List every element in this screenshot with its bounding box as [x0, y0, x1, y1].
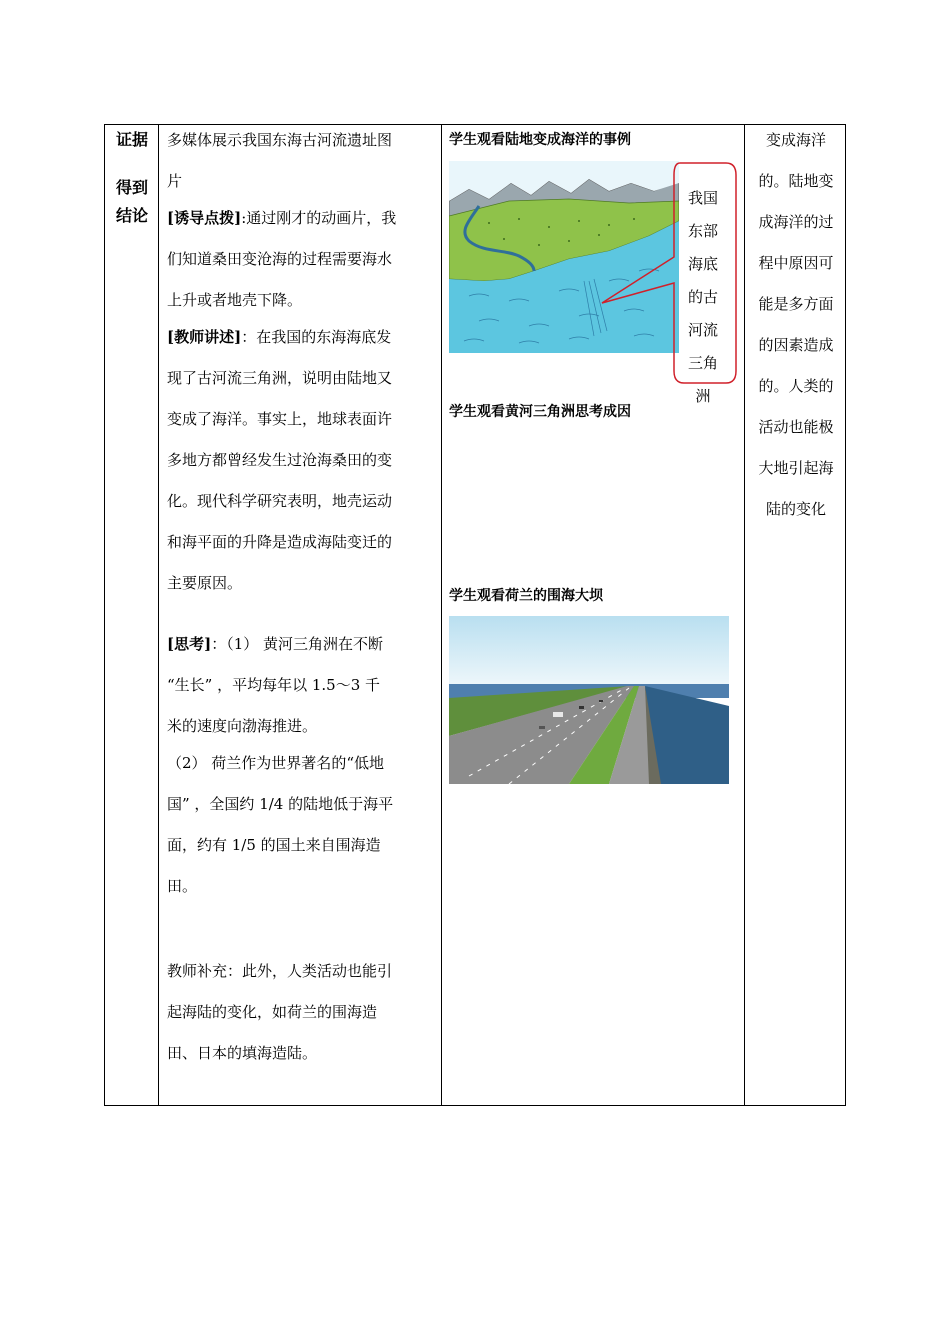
text-line: 能是多方面: [758, 295, 834, 313]
text-line: 面，约有 1/5 的国土来自围海造: [167, 836, 381, 854]
heading-land-to-sea: 学生观看陆地变成海洋的事例: [449, 132, 631, 148]
lesson-table: [104, 124, 846, 1106]
dam-photo: [449, 616, 729, 784]
text-line: 教师补充：此外，人类活动也能引: [167, 962, 393, 980]
text-line: 片: [167, 172, 183, 190]
text-line: 活动也能极: [758, 418, 834, 436]
bracket-lead: [思考]: [167, 635, 212, 653]
callout-line: 的古: [687, 288, 718, 306]
text-line: [诱导点拨]:通过刚才的动画片，我: [167, 209, 397, 227]
text-line: 们知道桑田变沧海的过程需要海水: [167, 250, 393, 268]
text-line: 田。: [167, 877, 198, 895]
text-line: 多媒体展示我国东海古河流遗址图: [167, 131, 393, 149]
text-line: 米的速度向渤海推进。: [167, 717, 318, 735]
text-line: 多地方都曾经发生过沧海桑田的变: [167, 451, 393, 469]
text-line: 和海平面的升降是造成海陆变迁的: [167, 533, 393, 551]
text-line: [教师讲述]：在我国的东海海底发: [167, 328, 392, 346]
text-line: 的。人类的: [758, 377, 834, 395]
callout-line: 海底: [687, 255, 718, 273]
callout-line: 洲: [695, 387, 711, 405]
column-divider: [441, 125, 442, 1105]
text-line: 现了古河流三角洲，说明由陆地又: [167, 369, 393, 387]
bracket-lead: [教师讲述]: [167, 328, 242, 346]
text-line: 起海陆的变化，如荷兰的围海造: [167, 1003, 378, 1021]
text-line: 成海洋的过: [758, 213, 834, 231]
bracket-lead: [诱导点拨]: [167, 209, 242, 227]
stage-label-1: 证据: [115, 130, 148, 149]
text-line: （2） 荷兰作为世界著名的“低地: [167, 754, 384, 772]
text-line: 的因素造成: [758, 336, 834, 354]
callout-line: 我国: [687, 189, 718, 207]
text-line: 陆的变化: [765, 500, 826, 518]
text-line: 程中原因可: [758, 254, 834, 272]
heading-netherlands-dam: 学生观看荷兰的围海大坝: [449, 588, 603, 604]
text-line: [思考]：（1） 黄河三角洲在不断: [167, 635, 384, 653]
text-line: “生长” ，平均每年以 1.5～3 千: [167, 676, 381, 694]
callout-line: 三角: [687, 354, 718, 372]
text-line: 大地引起海: [758, 459, 834, 477]
callout-line: 河流: [687, 321, 718, 339]
text-line: 化。现代科学研究表明，地壳运动: [167, 492, 393, 510]
text-line: 国” ，全国约 1/4 的陆地低于海平: [167, 795, 394, 813]
text-line: 变成了海洋。事实上，地球表面许: [167, 410, 393, 428]
text-line: 的。陆地变: [758, 172, 834, 190]
column-divider: [158, 125, 159, 1105]
text-line: 田、日本的填海造陆。: [167, 1044, 318, 1062]
heading-yellow-river: 学生观看黄河三角洲思考成因: [449, 404, 631, 420]
stage-label-2: 得到: [115, 178, 148, 197]
text-line: 主要原因。: [167, 574, 243, 592]
text-line: 变成海洋: [765, 131, 826, 149]
text-line: 上升或者地壳下降。: [167, 291, 303, 309]
callout-line: 东部: [687, 222, 718, 240]
stage-label-3: 结论: [115, 206, 148, 225]
